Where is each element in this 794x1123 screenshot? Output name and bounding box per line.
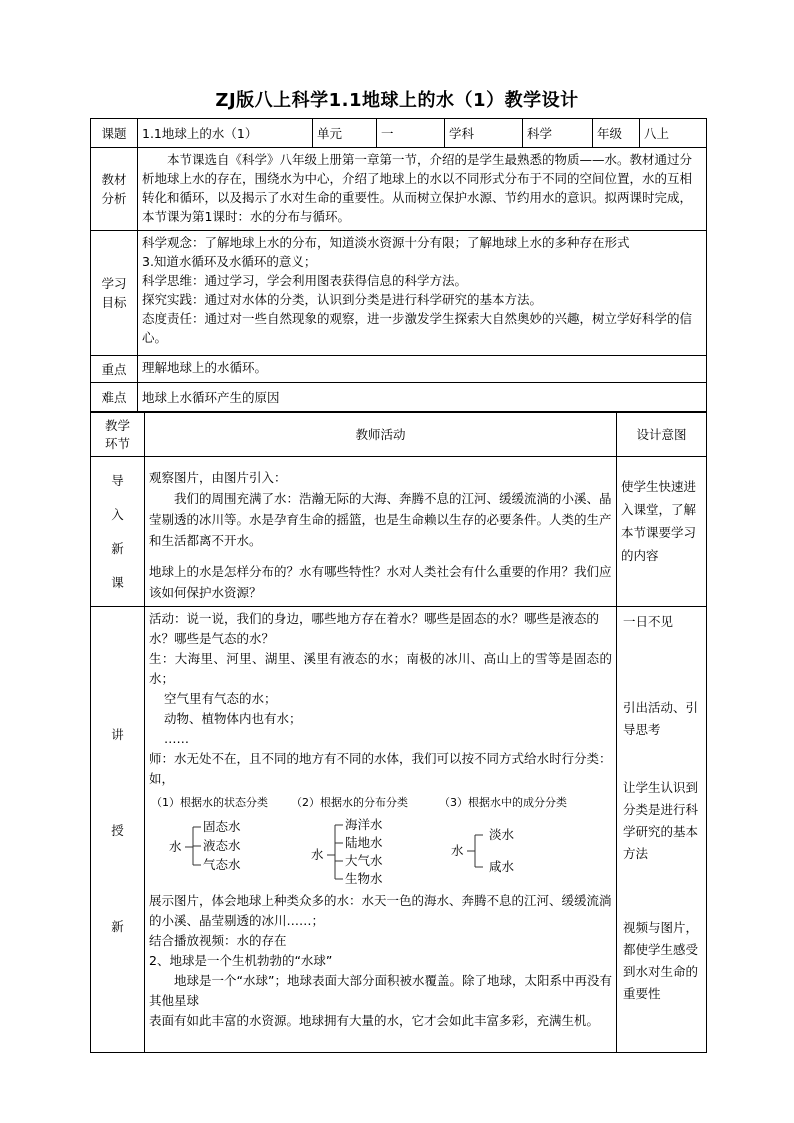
diagram-item: 陆地水: [345, 835, 383, 850]
intro-stage-char: 课: [111, 574, 124, 590]
analysis-text-cell: [138, 148, 707, 231]
lecture-student: 生：大海里、河里、湖里、溪里有液态的水；南极的冰川、高山上的雪等是固态的水；: [149, 651, 612, 686]
intro-stage-char: 新: [111, 540, 124, 556]
difficulty-label: 难点: [91, 383, 138, 412]
goals-label: [91, 231, 138, 356]
lecture-sub2: 2、地球是一个生机勃勃的“水球”: [149, 953, 333, 968]
header-stage-a: 教学: [104, 417, 130, 433]
lecture-stage-char: 讲: [111, 727, 124, 742]
info-table: [90, 118, 707, 412]
intro-line: 观察图片，由图片引入：: [149, 470, 287, 485]
goal-line: 态度责任：通过对一些自然现象的观察，进一步激发学生探索大自然奥妙的兴趣，树立学好科学的信心。: [142, 311, 693, 345]
diagram-item: 大气水: [345, 853, 383, 868]
header-teacher: 教师活动: [145, 413, 617, 457]
analysis-label: [91, 148, 138, 231]
classification-diagram: [149, 793, 612, 889]
intro-line: 地球上的水是怎样分布的？水有哪些特性？水对人类社会有什么重要的作用？我们应该如何保护水资源？: [149, 564, 612, 600]
difficulty-text: 地球上水循环产生的原因: [138, 383, 707, 412]
lecture-dots: ……: [164, 731, 189, 746]
intro-stage-char: 导: [111, 472, 124, 488]
diagram-root: 水: [169, 839, 182, 854]
diagram-heading-1: （1）根据水的状态分类: [151, 796, 268, 809]
process-table: [90, 412, 707, 1053]
header-intent: 设计意图: [617, 413, 707, 457]
diagram-item: 淡水: [489, 827, 515, 842]
topic-label: 课题: [91, 119, 138, 148]
grade-label: 年级: [593, 119, 640, 148]
diagram-item: 生物水: [345, 871, 383, 886]
intro-stage: [91, 457, 145, 607]
subject-label: 学科: [445, 119, 523, 148]
analysis-text: 本节课选自《科学》八年级上册第一章第一节，介绍的是学生最熟悉的物质——水。教材通过分析地球上水的存在，围绕水为中心，介绍了地球上的水以不同形式分布于不同的空间位置，水的互相转化和循环，以及揭示了水对生命的重要性。从而树立保护水源、节约用水的意识。拟两课时完成，本节课为第1课时：水的分布与循环。: [142, 152, 693, 224]
diagram-heading-3: （3）根据水中的成分分类: [439, 796, 567, 809]
lecture-sub2b: 表面有如此丰富的水资源。地球拥有大量的水，它才会如此丰富多彩，充满生机。: [149, 1013, 600, 1028]
lecture-stage: [91, 607, 145, 1053]
diagram-item: 液态水: [203, 838, 241, 853]
lecture-bio: 动物、植物体内也有水；: [164, 711, 302, 726]
diagram-root: 水: [311, 847, 324, 862]
page-title: ZJ版八上科学1.1地球上的水（1）教学设计: [215, 90, 579, 111]
unit-value: 一: [377, 119, 445, 148]
diagram-root: 水: [451, 843, 464, 858]
lecture-video: 结合播放视频：水的存在: [149, 933, 287, 948]
lecture-sub2a: 地球是一个“水球”；地球表面大部分面积被水覆盖。除了地球，太阳系中再没有其他星球: [149, 973, 612, 1008]
key-text: 理解地球上的水循环。: [138, 356, 707, 383]
intro-cell: [145, 457, 617, 607]
diagram-item: 咸水: [489, 859, 515, 874]
intro-stage-char: 入: [111, 506, 124, 522]
lecture-stage-char: 授: [111, 823, 124, 838]
unit-label: 单元: [313, 119, 377, 148]
goals-label-b: 目标: [101, 295, 127, 310]
goal-line: 探究实践：通过对水体的分类，认识到分类是进行科学研究的基本方法。: [142, 292, 543, 307]
lecture-intent-cell: [617, 607, 707, 1053]
diagram-heading-2: （2）根据水的分布分类: [291, 796, 408, 809]
goals-label-a: 学习: [101, 276, 127, 291]
diagram-item: 气态水: [203, 857, 241, 872]
lecture-show: 展示图片，体会地球上种类众多的水：水天一色的海水、奔腾不息的江河、缓缓流淌的小溪、晶莹剔透的冰川……；: [149, 893, 612, 928]
intro-intent: 使学生快速进入课堂，了解本节课要学习的内容: [617, 457, 707, 607]
lecture-intent-1: 一日不见: [623, 614, 674, 629]
key-label: 重点: [91, 356, 138, 383]
analysis-label-a: 教材: [101, 172, 127, 187]
lecture-teacher: 师：水无处不在，且不同的地方有不同的水体，我们可以按不同方式给水时行分类：如，: [149, 751, 612, 786]
analysis-label-b: 分析: [101, 191, 127, 206]
header-stage: [91, 413, 145, 457]
lecture-stage-char: 新: [111, 919, 124, 934]
topic-value: 1.1地球上的水（1）: [138, 119, 313, 148]
goal-line: 科学思维：通过学习，学会利用图表获得信息的科学方法。: [142, 273, 468, 288]
subject-value: 科学: [523, 119, 593, 148]
goal-line: 3.知道水循环及水循环的意义；: [142, 254, 317, 269]
grade-value: 八上: [640, 119, 707, 148]
header-stage-b: 环节: [104, 435, 130, 451]
diagram-item: 固态水: [203, 819, 241, 834]
lecture-cell: [145, 607, 617, 1053]
lecture-air: 空气里有气态的水；: [164, 691, 277, 706]
lecture-intent-3: 让学生认识到分类是进行科学研究的基本方法: [623, 780, 699, 861]
lecture-activity: 活动：说一说，我们的身边，哪些地方存在着水？哪些是固态的水？哪些是液态的水？哪些是气态的水？: [149, 611, 600, 646]
goal-line: 科学观念：了解地球上水的分布，知道淡水资源十分有限；了解地球上水的多种存在形式: [142, 235, 630, 250]
lecture-intent-4: 视频与图片，都使学生感受到水对生命的重要性: [623, 920, 699, 1001]
lecture-intent-2: 引出活动、引导思考: [623, 700, 699, 737]
intro-line: 我们的周围充满了水：浩瀚无际的大海、奔腾不息的江河、缓缓流淌的小溪、晶莹剔透的冰川等。水是孕育生命的摇篮，也是生命赖以生存的必要条件。人类的生产和生活都离不开水。: [149, 491, 612, 548]
diagram-item: 海洋水: [345, 817, 383, 832]
goals-cell: [138, 231, 707, 356]
